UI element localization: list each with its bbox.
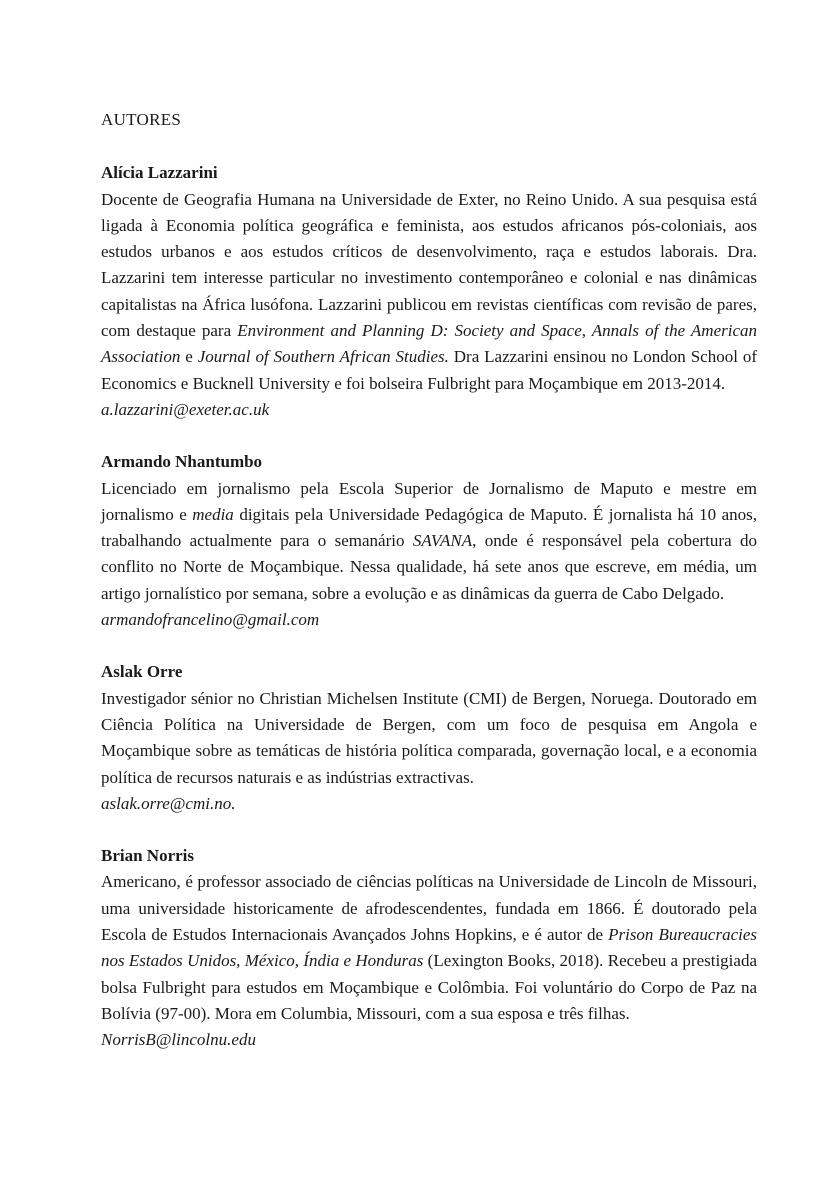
bio-text: (Lexington Books, 2018). Recebeu a prestigiada bolsa Fulbright para estudos em Moçambique e Colômbia. Foi voluntário do Corpo de Paz na Bolívia (97-00). Mora em Columbia, Missouri, com a sua esposa e três filhas. <box>101 951 757 1023</box>
bio-text: Americano, é professor associado de ciências políticas na Universidade de Lincoln de Missouri, uma universidade historicamente de afrodescendentes, fundada em 1866. É doutorado pela Escola de Estudos Internacionais Avançados Johns Hopkins, e é autor de <box>101 872 757 945</box>
author-bio <box>101 686 757 791</box>
author-name: Brian Norris <box>101 846 195 866</box>
bio-text: Investigador sénior no Christian Michelsen Institute (CMI) de Bergen, Noruega. Doutorado em Ciência Política na Universidade de Bergen, com um foco de pesquisa em Angola e Moçambique sobre as temáticas de história política comparada, governação local, e a economia política de recursos naturais e as indústrias extractivas. <box>101 688 757 787</box>
bio-journal-title: Journal of Southern African Studies. <box>197 347 449 367</box>
document-page <box>101 107 757 1080</box>
author-bio <box>101 476 757 607</box>
bio-text: Docente de Geografia Humana na Universidade de Exter, no Reino Unido. A sua pesquisa está ligada à Economia política geográfica e feminista, aos estudos africanos pós-coloniais, aos estudos urbanos e aos estudos críticos de desenvolvimento, raça e estudos laborais. Dra. Lazzarini tem interesse particular no investimento contemporâneo e colonial e nas dinâmicas capitalistas na África lusófona. Lazzarini publicou em revistas científicas com revisão de pares, com destaque para <box>101 189 757 341</box>
bio-italic-term: media <box>192 504 234 524</box>
bio-text: Licenciado em jornalismo pela Escola Superior de Jornalismo de Maputo e mestre em jornalismo e <box>101 478 757 524</box>
author-name: Aslak Orre <box>101 662 183 682</box>
bio-text: digitais pela Universidade Pedagógica de Maputo. É jornalista há 10 anos, trabalhando actualmente para o semanário <box>101 504 757 551</box>
author-name: Alícia Lazzarini <box>101 163 218 183</box>
author-email: armandofrancelino@gmail.com <box>101 610 320 630</box>
bio-book-title: Prison Bureaucracies nos Estados Unidos, México, Índia e Honduras <box>101 925 757 971</box>
bio-text: Dra Lazzarini ensinou no London School of Economics e Bucknell University e foi bolseira Fulbright para Moçambique em 2013-2014. <box>101 347 757 393</box>
author-entry <box>101 449 757 633</box>
author-email: a.lazzarini@exeter.ac.uk <box>101 399 270 419</box>
bio-text: e <box>180 347 198 367</box>
author-bio <box>101 187 757 397</box>
author-entry <box>101 160 757 423</box>
author-entry <box>101 659 757 817</box>
author-email: aslak.orre@cmi.no. <box>101 793 236 813</box>
bio-text: , onde é responsável pela cobertura do conflito no Norte de Moçambique. Nessa qualidade, há sete anos que escreve, em média, um artigo jornalístico por semana, sobre a evolução e as dinâmicas da guerra de Cabo Delgado. <box>101 531 757 603</box>
author-entry <box>101 843 757 1053</box>
bio-journal-title: Environment and Planning D: Society and Space, Annals of the American Association <box>101 321 757 367</box>
bio-newspaper-title: SAVANA <box>412 531 473 551</box>
author-bio <box>101 869 757 1027</box>
section-heading: AUTORES <box>101 110 182 129</box>
author-email: NorrisB@lincolnu.edu <box>101 1030 256 1050</box>
author-name: Armando Nhantumbo <box>101 452 263 472</box>
